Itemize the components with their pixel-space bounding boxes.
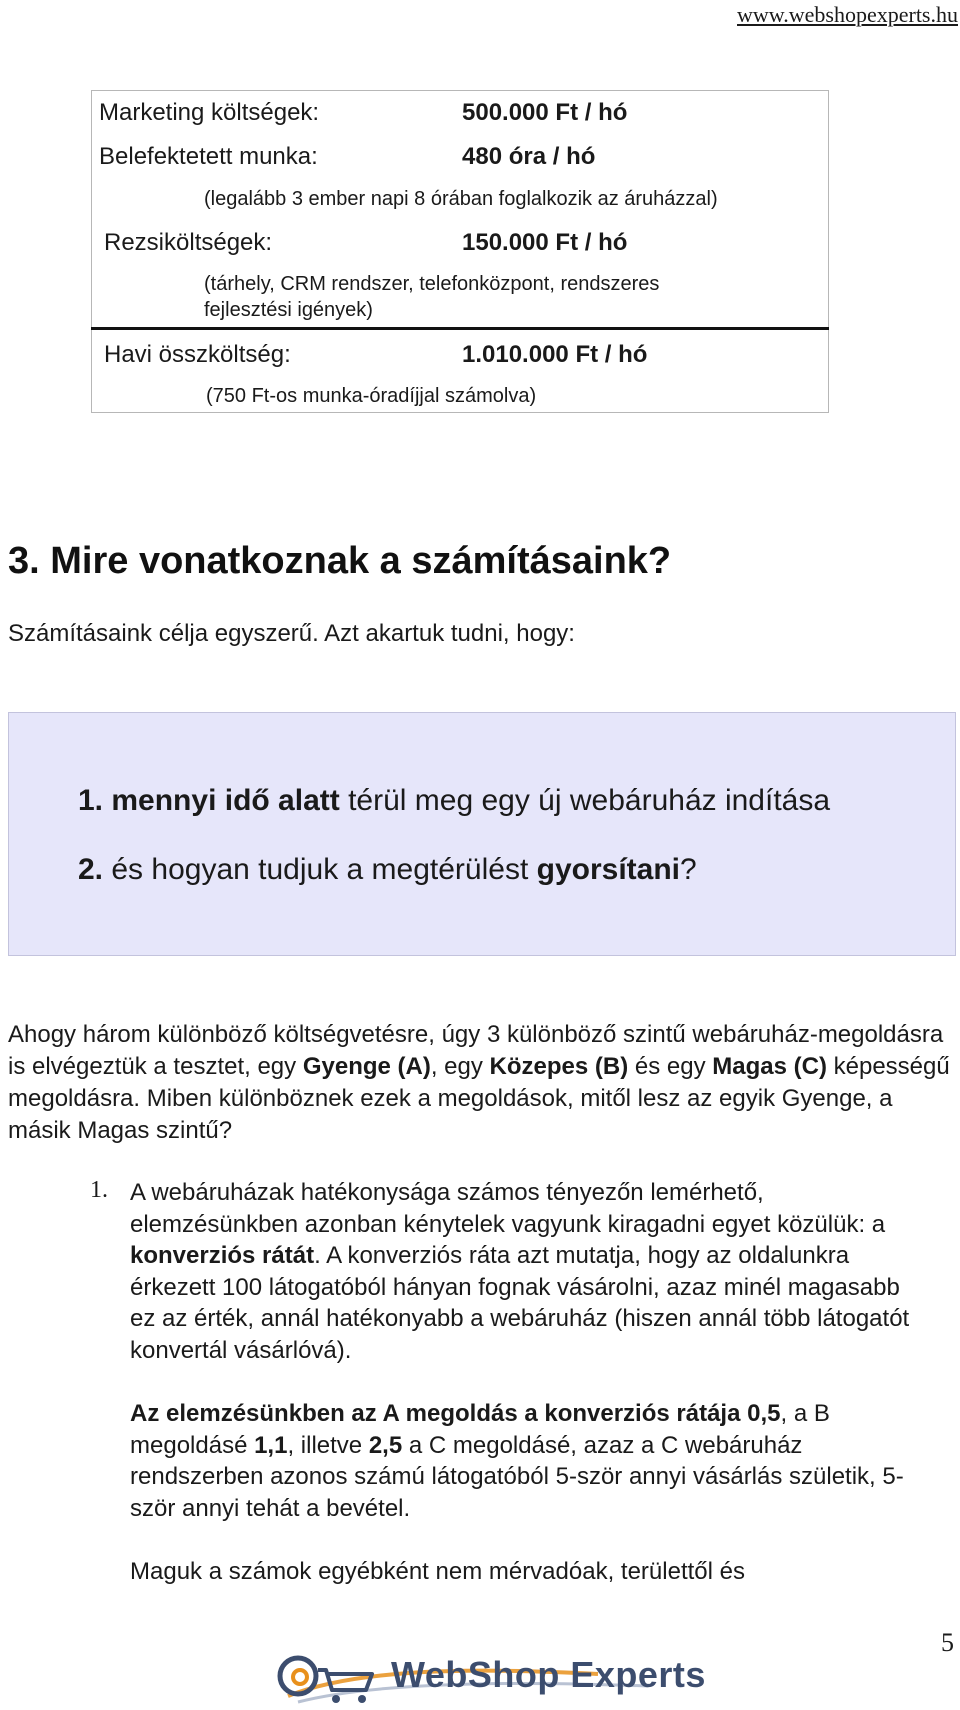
p2-text-c: . A konverziós ráta azt mutatja, hogy az oldalunkra érkezett 100 látogatóból hányan fognak vásárolni, azaz minél magasabb ez az érték, annál hatékonyabb a webáruház (hiszen annál több látogatót konvertál vásárlóvá). <box>130 1242 910 1364</box>
goal-item-1 <box>78 784 830 818</box>
section-title: 3. Mire vonatkoznak a számításaink? <box>8 540 672 582</box>
labor-value: 480 óra / hó <box>462 143 596 170</box>
marketing-value: 500.000 Ft / hó <box>462 99 628 126</box>
p3-a-rate: Az elemzésünkben az A megoldás a konverziós rátája 0,5 <box>130 1400 781 1427</box>
goal-item-2 <box>78 853 697 887</box>
p1-text-e: képességű megoldásra. Miben különböznek ezek a megoldások, mitől lesz az egyik Gyenge, a másik Magas szintű? <box>8 1053 950 1144</box>
overhead-label: Rezsiköltségek: <box>104 229 273 256</box>
conversion-paragraph <box>130 1177 930 1367</box>
p3-text-c: , illetve <box>287 1431 369 1459</box>
goal-item-1-text: térül meg egy új webáruház indítása <box>339 784 831 817</box>
list-number: 1. <box>90 1177 108 1203</box>
p3-b-rate: 1,1 <box>254 1431 288 1459</box>
goal-item-2-text: és hogyan tudjuk a megtérülést <box>103 853 537 886</box>
logo-text: WebShop Experts <box>391 1654 706 1695</box>
closing-paragraph: Maguk a számok egyébként nem mérvadóak, területtől és <box>130 1558 745 1585</box>
overhead-value: 150.000 Ft / hó <box>462 229 628 256</box>
goal-item-2-emphasis: gyorsítani <box>536 853 680 886</box>
p2-conversion-rate: konverziós rátát <box>130 1242 315 1270</box>
p1-text-c: , egy <box>430 1053 490 1080</box>
p1-text-a: Ahogy három különböző költségvetésre, úgy 3 különböző szintű webáruház-megoldásra is elvégeztük a tesztet, egy <box>8 1021 944 1080</box>
total-value: 1.010.000 Ft / hó <box>462 341 648 368</box>
total-divider <box>91 327 829 330</box>
total-label: Havi összköltség: <box>104 341 291 368</box>
goal-item-2-end: ? <box>680 853 697 886</box>
section-intro: Számításaink célja egyszerű. Azt akartuk tudni, hogy: <box>8 620 575 647</box>
labor-note: (legalább 3 ember napi 8 órában foglalkozik az áruházzal) <box>204 188 718 210</box>
goal-item-1-emphasis: mennyi idő alatt <box>111 784 340 817</box>
p1-high: Magas (C) <box>712 1053 827 1080</box>
total-note: (750 Ft-os munka-óradíjjal számolva) <box>206 385 537 407</box>
website-link[interactable]: www.webshopexperts.hu <box>737 2 958 27</box>
overhead-note-line2: fejlesztési igények) <box>204 299 373 321</box>
intro-paragraph <box>8 1019 958 1147</box>
p1-medium: Közepes (B) <box>489 1053 629 1080</box>
goals-box <box>8 712 956 956</box>
p3-text-a: , a B megoldásé <box>130 1400 830 1459</box>
goal-item-2-number: 2. <box>78 853 104 886</box>
labor-label: Belefektetett munka: <box>99 143 318 170</box>
p1-weak: Gyenge (A) <box>302 1053 431 1080</box>
p2-text-a: A webáruházak hatékonysága számos tényezőn lemérhető, elemzésünkben azonban kénytelek vagyunk kiragadni egyet közülük: a <box>130 1179 886 1238</box>
p3-text-d: a C megoldásé, azaz a C webáruház rendszerben azonos számú látogatóból 5-ször annyi vásárlás születik, 5-ször annyi tehát a bevétel. <box>130 1431 904 1522</box>
overhead-note-line1: (tárhely, CRM rendszer, telefonközpont, rendszeres <box>204 273 660 295</box>
p1-text-d: és egy <box>628 1053 713 1080</box>
results-paragraph <box>130 1398 930 1524</box>
marketing-label: Marketing költségek: <box>99 99 320 126</box>
page-number: 5 <box>941 1628 954 1657</box>
p3-c-rate: 2,5 <box>368 1431 403 1459</box>
goal-item-1-number: 1. <box>78 784 104 817</box>
